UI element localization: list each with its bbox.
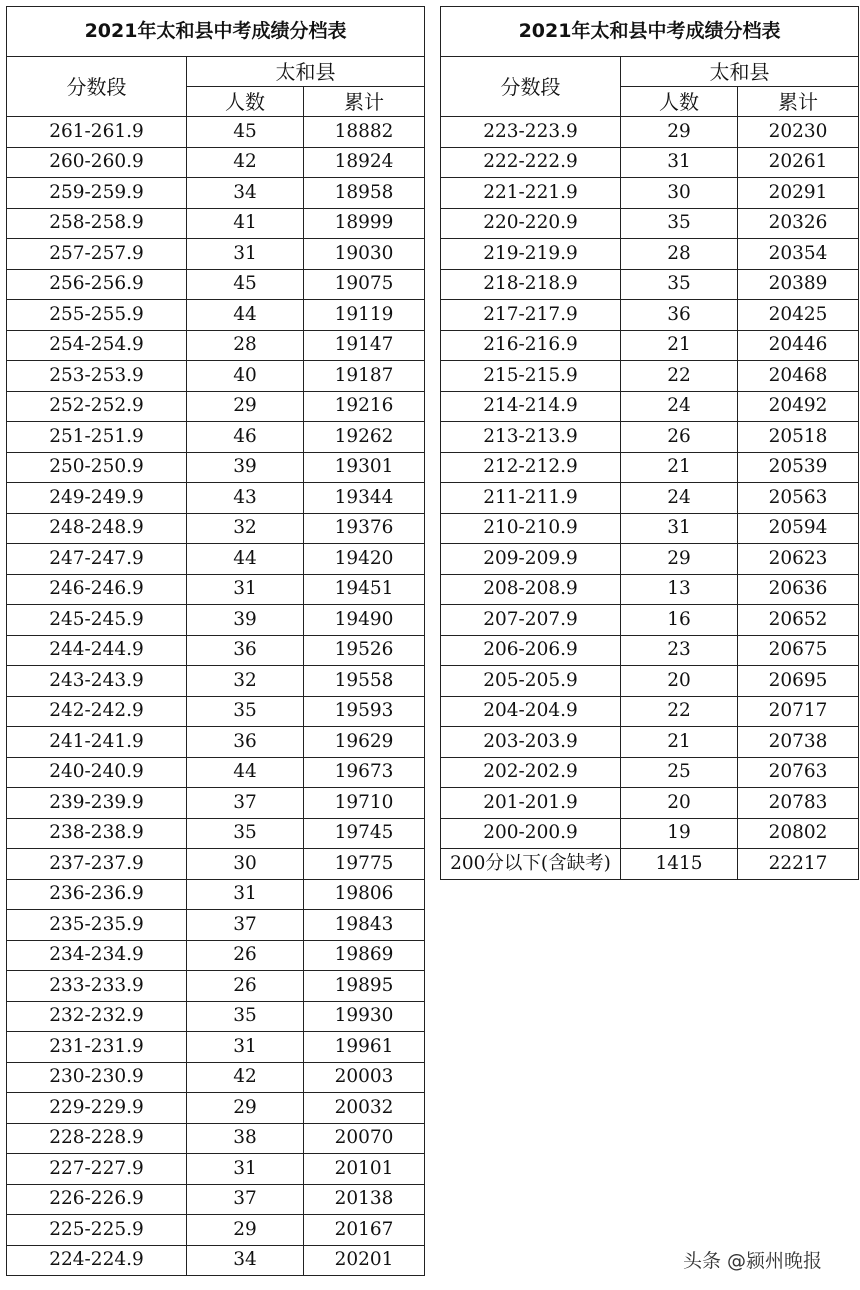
table-row [441,666,859,697]
score-range-cell: 201-201.9 [441,788,621,819]
table-row [7,757,425,788]
table-row [7,330,425,361]
table-row [7,391,425,422]
table-row [7,818,425,849]
score-range-cell: 229-229.9 [7,1093,187,1124]
score-range-cell: 256-256.9 [7,269,187,300]
table-row [7,147,425,178]
table-row [7,269,425,300]
score-range-cell: 220-220.9 [441,208,621,239]
header-row [7,57,425,87]
table-row [7,696,425,727]
header-row [441,57,859,87]
table-row [7,452,425,483]
table-row [441,147,859,178]
cumulative-cell: 20539 [738,452,859,483]
count-cell: 13 [621,574,738,605]
score-range-cell: 254-254.9 [7,330,187,361]
score-range-cell: 251-251.9 [7,422,187,453]
score-range-cell: 213-213.9 [441,422,621,453]
cumulative-cell: 20389 [738,269,859,300]
table-body [7,117,425,1276]
score-range-cell: 211-211.9 [441,483,621,514]
score-range-cell: 238-238.9 [7,818,187,849]
table-row [7,117,425,148]
header-cumulative: 累计 [304,87,425,117]
count-cell: 1415 [621,849,738,880]
cumulative-cell: 19344 [304,483,425,514]
cumulative-cell: 20138 [304,1184,425,1215]
count-cell: 35 [621,208,738,239]
cumulative-cell: 18924 [304,147,425,178]
header-score-range: 分数段 [7,57,187,117]
count-cell: 21 [621,727,738,758]
table-row [7,1093,425,1124]
count-cell: 37 [187,1184,304,1215]
count-cell: 34 [187,1245,304,1276]
table-row [7,635,425,666]
score-range-cell: 223-223.9 [441,117,621,148]
cumulative-cell: 20354 [738,239,859,270]
table-row [441,849,859,880]
cumulative-cell: 20738 [738,727,859,758]
score-range-cell: 257-257.9 [7,239,187,270]
score-range-cell: 242-242.9 [7,696,187,727]
table-row [7,574,425,605]
count-cell: 16 [621,605,738,636]
count-cell: 28 [621,239,738,270]
cumulative-cell: 19216 [304,391,425,422]
count-cell: 20 [621,666,738,697]
cumulative-cell: 19895 [304,971,425,1002]
cumulative-cell: 18999 [304,208,425,239]
table-row [7,422,425,453]
cumulative-cell: 20230 [738,117,859,148]
cumulative-cell: 19869 [304,940,425,971]
table-row [441,788,859,819]
count-cell: 34 [187,178,304,209]
count-cell: 44 [187,300,304,331]
cumulative-cell: 19710 [304,788,425,819]
score-range-cell: 261-261.9 [7,117,187,148]
header-county: 太和县 [621,57,859,87]
cumulative-cell: 20446 [738,330,859,361]
cumulative-cell: 20652 [738,605,859,636]
table-row [7,971,425,1002]
count-cell: 21 [621,330,738,361]
count-cell: 24 [621,391,738,422]
table-title-row [441,7,859,57]
table-row [7,727,425,758]
count-cell: 38 [187,1123,304,1154]
table-row [7,361,425,392]
score-range-cell: 255-255.9 [7,300,187,331]
table-row [441,574,859,605]
table-row [7,544,425,575]
table-row [7,513,425,544]
table-title: 2021年太和县中考成绩分档表 [441,7,859,57]
cumulative-cell: 20763 [738,757,859,788]
count-cell: 31 [187,239,304,270]
score-range-cell: 200-200.9 [441,818,621,849]
count-cell: 43 [187,483,304,514]
count-cell: 25 [621,757,738,788]
cumulative-cell: 20261 [738,147,859,178]
table-row [7,178,425,209]
count-cell: 31 [187,1154,304,1185]
table-row [7,239,425,270]
count-cell: 44 [187,757,304,788]
table-row [7,849,425,880]
count-cell: 31 [187,1032,304,1063]
source-watermark: 头条 @颍州晚报 [683,1250,823,1272]
count-cell: 26 [621,422,738,453]
table-row [7,208,425,239]
cumulative-cell: 19930 [304,1001,425,1032]
score-range-cell: 215-215.9 [441,361,621,392]
count-cell: 29 [187,1093,304,1124]
count-cell: 28 [187,330,304,361]
cumulative-cell: 19961 [304,1032,425,1063]
table-row [441,391,859,422]
count-cell: 29 [621,117,738,148]
score-range-cell: 227-227.9 [7,1154,187,1185]
table-row [441,361,859,392]
score-range-cell: 248-248.9 [7,513,187,544]
count-cell: 45 [187,269,304,300]
score-range-cell: 221-221.9 [441,178,621,209]
count-cell: 23 [621,635,738,666]
cumulative-cell: 22217 [738,849,859,880]
score-range-cell: 208-208.9 [441,574,621,605]
score-range-cell: 237-237.9 [7,849,187,880]
table-row [7,910,425,941]
table-row [7,1184,425,1215]
score-range-cell: 222-222.9 [441,147,621,178]
count-cell: 19 [621,818,738,849]
score-range-cell: 210-210.9 [441,513,621,544]
table-row [7,879,425,910]
score-range-cell: 241-241.9 [7,727,187,758]
score-range-cell: 214-214.9 [441,391,621,422]
cumulative-cell: 19593 [304,696,425,727]
score-range-cell: 245-245.9 [7,605,187,636]
cumulative-cell: 20783 [738,788,859,819]
score-range-cell: 258-258.9 [7,208,187,239]
count-cell: 35 [187,1001,304,1032]
count-cell: 24 [621,483,738,514]
table-row [441,452,859,483]
cumulative-cell: 20201 [304,1245,425,1276]
score-range-cell: 239-239.9 [7,788,187,819]
cumulative-cell: 19806 [304,879,425,910]
cumulative-cell: 19558 [304,666,425,697]
cumulative-cell: 19775 [304,849,425,880]
header-cumulative: 累计 [738,87,859,117]
score-range-cell: 240-240.9 [7,757,187,788]
score-range-cell: 250-250.9 [7,452,187,483]
table-row [441,178,859,209]
score-range-cell: 252-252.9 [7,391,187,422]
count-cell: 31 [621,147,738,178]
score-range-cell: 228-228.9 [7,1123,187,1154]
table-row [441,513,859,544]
table-row [7,1001,425,1032]
table-row [441,422,859,453]
cumulative-cell: 19745 [304,818,425,849]
table-row [7,940,425,971]
header-score-range: 分数段 [441,57,621,117]
count-cell: 31 [187,574,304,605]
count-cell: 36 [621,300,738,331]
table-row [441,269,859,300]
cumulative-cell: 19030 [304,239,425,270]
table-row [441,818,859,849]
score-range-cell: 232-232.9 [7,1001,187,1032]
table-row [441,208,859,239]
count-cell: 35 [187,696,304,727]
cumulative-cell: 20518 [738,422,859,453]
count-cell: 31 [187,879,304,910]
cumulative-cell: 20291 [738,178,859,209]
count-cell: 40 [187,361,304,392]
count-cell: 30 [187,849,304,880]
cumulative-cell: 20636 [738,574,859,605]
score-range-cell: 212-212.9 [441,452,621,483]
score-range-cell: 234-234.9 [7,940,187,971]
cumulative-cell: 19490 [304,605,425,636]
score-range-cell: 205-205.9 [441,666,621,697]
count-cell: 29 [187,1215,304,1246]
count-cell: 36 [187,727,304,758]
cumulative-cell: 20003 [304,1062,425,1093]
count-cell: 26 [187,940,304,971]
cumulative-cell: 18958 [304,178,425,209]
header-county: 太和县 [187,57,425,87]
table-row [7,1154,425,1185]
table-row [7,1245,425,1276]
cumulative-cell: 20802 [738,818,859,849]
score-range-cell: 249-249.9 [7,483,187,514]
cumulative-cell: 19119 [304,300,425,331]
table-row [7,1123,425,1154]
table-row [441,117,859,148]
cumulative-cell: 19301 [304,452,425,483]
cumulative-cell: 19673 [304,757,425,788]
count-cell: 46 [187,422,304,453]
score-table-right [440,6,859,880]
score-range-cell: 217-217.9 [441,300,621,331]
cumulative-cell: 19843 [304,910,425,941]
count-cell: 42 [187,147,304,178]
table-row [441,696,859,727]
cumulative-cell: 19526 [304,635,425,666]
cumulative-cell: 20492 [738,391,859,422]
score-range-cell: 219-219.9 [441,239,621,270]
count-cell: 36 [187,635,304,666]
score-range-cell: 233-233.9 [7,971,187,1002]
table-row [441,727,859,758]
count-cell: 22 [621,361,738,392]
score-range-cell: 246-246.9 [7,574,187,605]
table-row [7,1062,425,1093]
cumulative-cell: 19451 [304,574,425,605]
cumulative-cell: 19629 [304,727,425,758]
cumulative-cell: 20032 [304,1093,425,1124]
cumulative-cell: 20070 [304,1123,425,1154]
score-range-cell: 225-225.9 [7,1215,187,1246]
table-row [7,300,425,331]
count-cell: 37 [187,788,304,819]
score-range-cell: 200分以下(含缺考) [441,849,621,880]
score-range-cell: 235-235.9 [7,910,187,941]
cumulative-cell: 20623 [738,544,859,575]
cumulative-cell: 20167 [304,1215,425,1246]
table-title: 2021年太和县中考成绩分档表 [7,7,425,57]
table-row [441,605,859,636]
count-cell: 39 [187,452,304,483]
score-range-cell: 244-244.9 [7,635,187,666]
cumulative-cell: 18882 [304,117,425,148]
score-range-cell: 202-202.9 [441,757,621,788]
cumulative-cell: 20695 [738,666,859,697]
cumulative-cell: 20675 [738,635,859,666]
count-cell: 26 [187,971,304,1002]
cumulative-cell: 20101 [304,1154,425,1185]
count-cell: 32 [187,666,304,697]
count-cell: 22 [621,696,738,727]
cumulative-cell: 20425 [738,300,859,331]
count-cell: 29 [621,544,738,575]
count-cell: 45 [187,117,304,148]
cumulative-cell: 20563 [738,483,859,514]
table-title-row [7,7,425,57]
cumulative-cell: 19376 [304,513,425,544]
cumulative-cell: 19075 [304,269,425,300]
table-row [441,330,859,361]
table-row [441,635,859,666]
score-range-cell: 243-243.9 [7,666,187,697]
count-cell: 42 [187,1062,304,1093]
table-row [7,1032,425,1063]
count-cell: 35 [187,818,304,849]
cumulative-cell: 19187 [304,361,425,392]
cumulative-cell: 19262 [304,422,425,453]
table-row [441,239,859,270]
table-body [441,117,859,880]
count-cell: 41 [187,208,304,239]
cumulative-cell: 19420 [304,544,425,575]
score-range-cell: 247-247.9 [7,544,187,575]
table-row [7,605,425,636]
score-range-cell: 203-203.9 [441,727,621,758]
score-range-cell: 259-259.9 [7,178,187,209]
table-row [441,544,859,575]
score-range-cell: 209-209.9 [441,544,621,575]
table-row [7,788,425,819]
table-row [441,300,859,331]
header-count: 人数 [621,87,738,117]
cumulative-cell: 20326 [738,208,859,239]
score-range-cell: 253-253.9 [7,361,187,392]
score-range-cell: 224-224.9 [7,1245,187,1276]
cumulative-cell: 20594 [738,513,859,544]
table-row [7,1215,425,1246]
count-cell: 32 [187,513,304,544]
score-range-cell: 226-226.9 [7,1184,187,1215]
header-count: 人数 [187,87,304,117]
count-cell: 35 [621,269,738,300]
count-cell: 20 [621,788,738,819]
count-cell: 31 [621,513,738,544]
score-range-cell: 206-206.9 [441,635,621,666]
score-range-cell: 236-236.9 [7,879,187,910]
count-cell: 30 [621,178,738,209]
count-cell: 21 [621,452,738,483]
score-range-cell: 216-216.9 [441,330,621,361]
score-range-cell: 231-231.9 [7,1032,187,1063]
table-row [7,666,425,697]
table-row [441,757,859,788]
cumulative-cell: 20468 [738,361,859,392]
score-range-cell: 207-207.9 [441,605,621,636]
score-range-cell: 260-260.9 [7,147,187,178]
score-table-left [6,6,425,1276]
score-range-cell: 204-204.9 [441,696,621,727]
score-range-cell: 230-230.9 [7,1062,187,1093]
table-row [7,483,425,514]
cumulative-cell: 19147 [304,330,425,361]
count-cell: 29 [187,391,304,422]
count-cell: 44 [187,544,304,575]
count-cell: 39 [187,605,304,636]
score-range-cell: 218-218.9 [441,269,621,300]
cumulative-cell: 20717 [738,696,859,727]
table-row [441,483,859,514]
count-cell: 37 [187,910,304,941]
